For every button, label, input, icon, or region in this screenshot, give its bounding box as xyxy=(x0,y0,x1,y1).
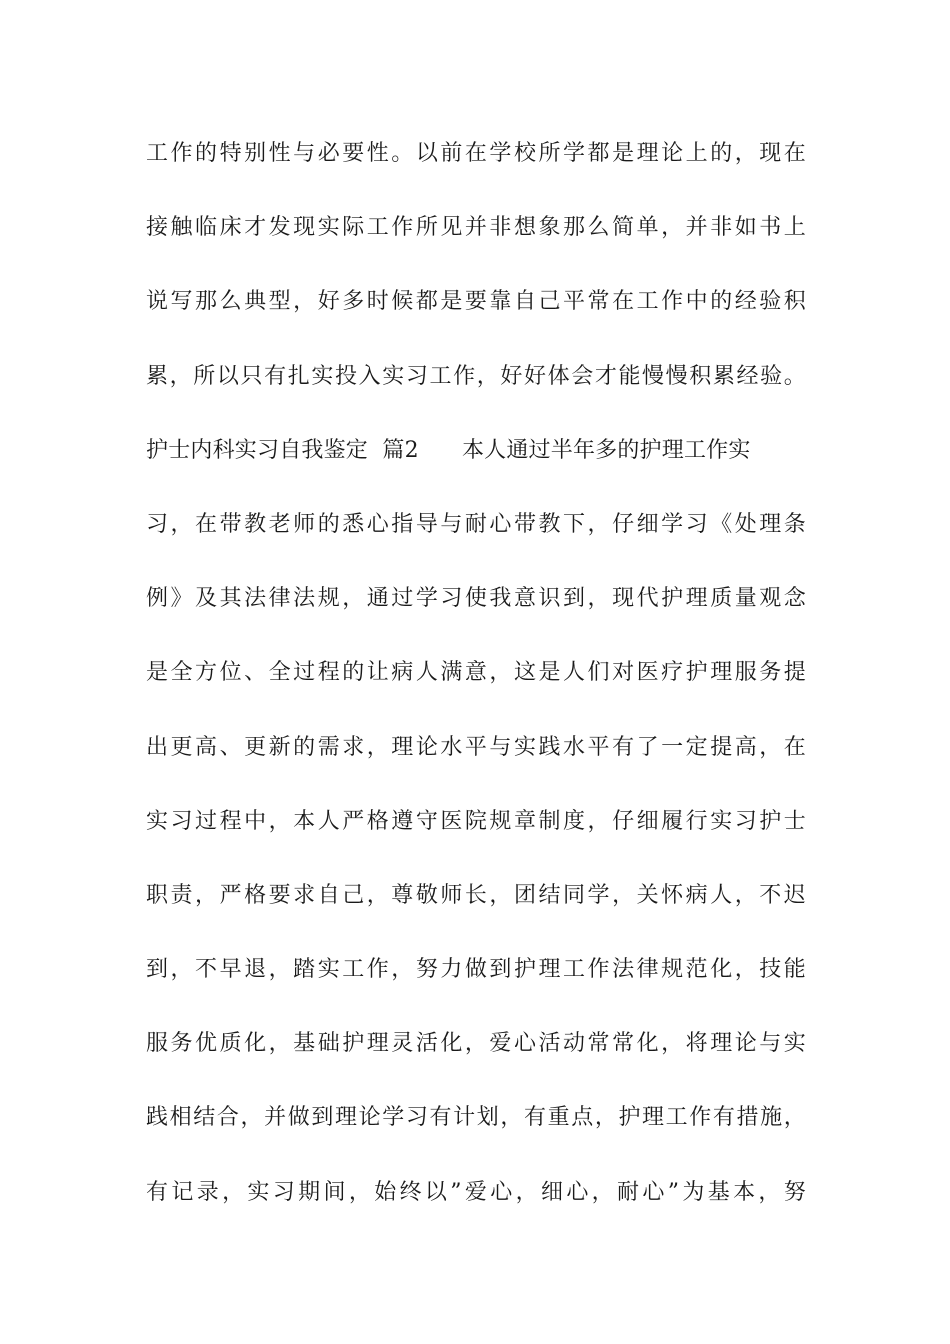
text-line-4: 累，所以只有扎实投入实习工作，好好体会才能慢慢积累经验。 xyxy=(146,363,806,389)
text-line-6: 习，在带教老师的悉心指导与耐心带教下，仔细学习《处理条 xyxy=(146,511,806,537)
text-line-10: 实习过程中，本人严格遵守医院规章制度，仔细履行实习护士 xyxy=(146,808,806,834)
text-line-5-section-heading: 护士内科实习自我鉴定 篇2 本人通过半年多的护理工作实 xyxy=(146,437,751,463)
text-line-2: 接触临床才发现实际工作所见并非想象那么简单，并非如书上 xyxy=(146,215,806,241)
text-line-3: 说写那么典型，好多时候都是要靠自己平常在工作中的经验积 xyxy=(146,289,806,315)
text-line-12: 到，不早退，踏实工作，努力做到护理工作法律规范化，技能 xyxy=(146,957,806,983)
body-text xyxy=(146,131,806,1244)
text-line-14: 践相结合，并做到理论学习有计划，有重点，护理工作有措施， xyxy=(146,1105,806,1131)
text-line-15: 有记录，实习期间，始终以”爱心，细心，耐心”为基本，努 xyxy=(146,1179,806,1205)
text-line-8: 是全方位、全过程的让病人满意，这是人们对医疗护理服务提 xyxy=(146,660,806,686)
text-line-13: 服务优质化，基础护理灵活化，爱心活动常常化，将理论与实 xyxy=(146,1031,806,1057)
text-line-9: 出更高、更新的需求，理论水平与实践水平有了一定提高，在 xyxy=(146,734,806,760)
text-line-11: 职责，严格要求自己，尊敬师长，团结同学，关怀病人，不迟 xyxy=(146,882,806,908)
text-line-7: 例》及其法律法规，通过学习使我意识到，现代护理质量观念 xyxy=(146,586,806,612)
text-line-1: 工作的特别性与必要性。以前在学校所学都是理论上的，现在 xyxy=(146,141,806,166)
